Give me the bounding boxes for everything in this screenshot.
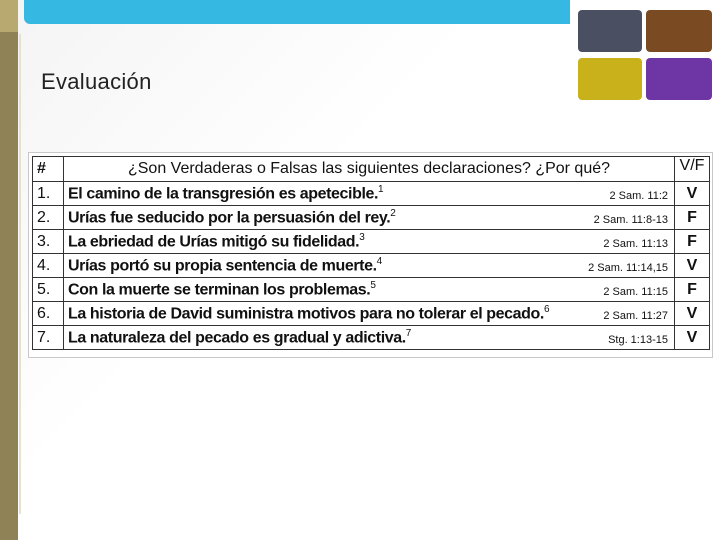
row-number: 2. [33, 206, 64, 230]
row-statement: Con la muerte se terminan los problemas. [68, 281, 371, 299]
row-reference: 2 Sam. 11:27 [603, 310, 668, 322]
swatch-purple [646, 58, 712, 100]
row-number: 5. [33, 278, 64, 302]
row-reference: 2 Sam. 11:8-13 [593, 214, 668, 226]
row-statement: La naturaleza del pecado es gradual y adictiva. [68, 329, 406, 347]
row-note: 7 [405, 327, 412, 339]
swatch-brown [646, 10, 712, 52]
table-row [33, 278, 710, 302]
row-note: 2 [390, 207, 396, 219]
row-statement: Urías portó su propia sentencia de muerte. [68, 257, 377, 275]
left-decor-accent [0, 0, 18, 32]
table-row [33, 206, 710, 230]
row-note: 3 [359, 231, 365, 243]
row-answer: F [675, 230, 710, 254]
row-reference: 2 Sam. 11:14,15 [588, 262, 668, 274]
row-reference: 2 Sam. 11:15 [603, 286, 668, 298]
header-question: ¿Son Verdaderas o Falsas las siguientes declaraciones? ¿Por qué? [64, 157, 675, 182]
row-statement-cell [64, 230, 675, 254]
row-statement-cell [64, 302, 675, 326]
row-statement: La ebriedad de Urías mitigó su fidelidad. [68, 233, 360, 251]
row-number: 1. [33, 182, 64, 206]
row-note: 5 [370, 279, 376, 291]
left-decor-line [19, 34, 21, 514]
row-statement-cell [64, 326, 675, 350]
slide-title: Evaluación [41, 69, 152, 94]
row-statement-cell [64, 278, 675, 302]
row-number: 7. [33, 326, 64, 350]
row-answer: V [675, 254, 710, 278]
row-statement: El camino de la transgresión es apetecible. [68, 185, 379, 203]
row-answer: V [675, 326, 710, 350]
table-row [33, 230, 710, 254]
row-note: 1 [378, 183, 384, 195]
row-statement-cell [64, 206, 675, 230]
row-reference: Stg. 1:13-15 [608, 334, 668, 346]
table-row [33, 302, 710, 326]
row-reference: 2 Sam. 11:13 [603, 238, 668, 250]
left-decor-bar [0, 0, 18, 540]
table-header-row [33, 157, 710, 182]
row-statement-cell [64, 254, 675, 278]
row-reference: 2 Sam. 11:2 [609, 190, 668, 202]
row-answer: V [675, 302, 710, 326]
row-statement-cell [64, 182, 675, 206]
row-number: 3. [33, 230, 64, 254]
row-number: 6. [33, 302, 64, 326]
swatch-slate [578, 10, 642, 52]
row-note: 4 [376, 255, 383, 267]
table-row [33, 254, 710, 278]
row-statement: La historia de David suministra motivos para no tolerar el pecado. [68, 305, 544, 323]
header-number: # [33, 157, 64, 182]
row-number: 4. [33, 254, 64, 278]
row-statement: Urías fue seducido por la persuasión del rey. [68, 209, 391, 227]
table-row [33, 326, 710, 350]
true-false-table [32, 156, 710, 350]
swatch-gold [578, 58, 642, 100]
row-note: 6 [543, 303, 550, 315]
top-decor-bar [24, 0, 570, 24]
header-answer: V/F [675, 157, 710, 182]
row-answer: V [675, 182, 710, 206]
table-row [33, 182, 710, 206]
row-answer: F [675, 278, 710, 302]
row-answer: F [675, 206, 710, 230]
